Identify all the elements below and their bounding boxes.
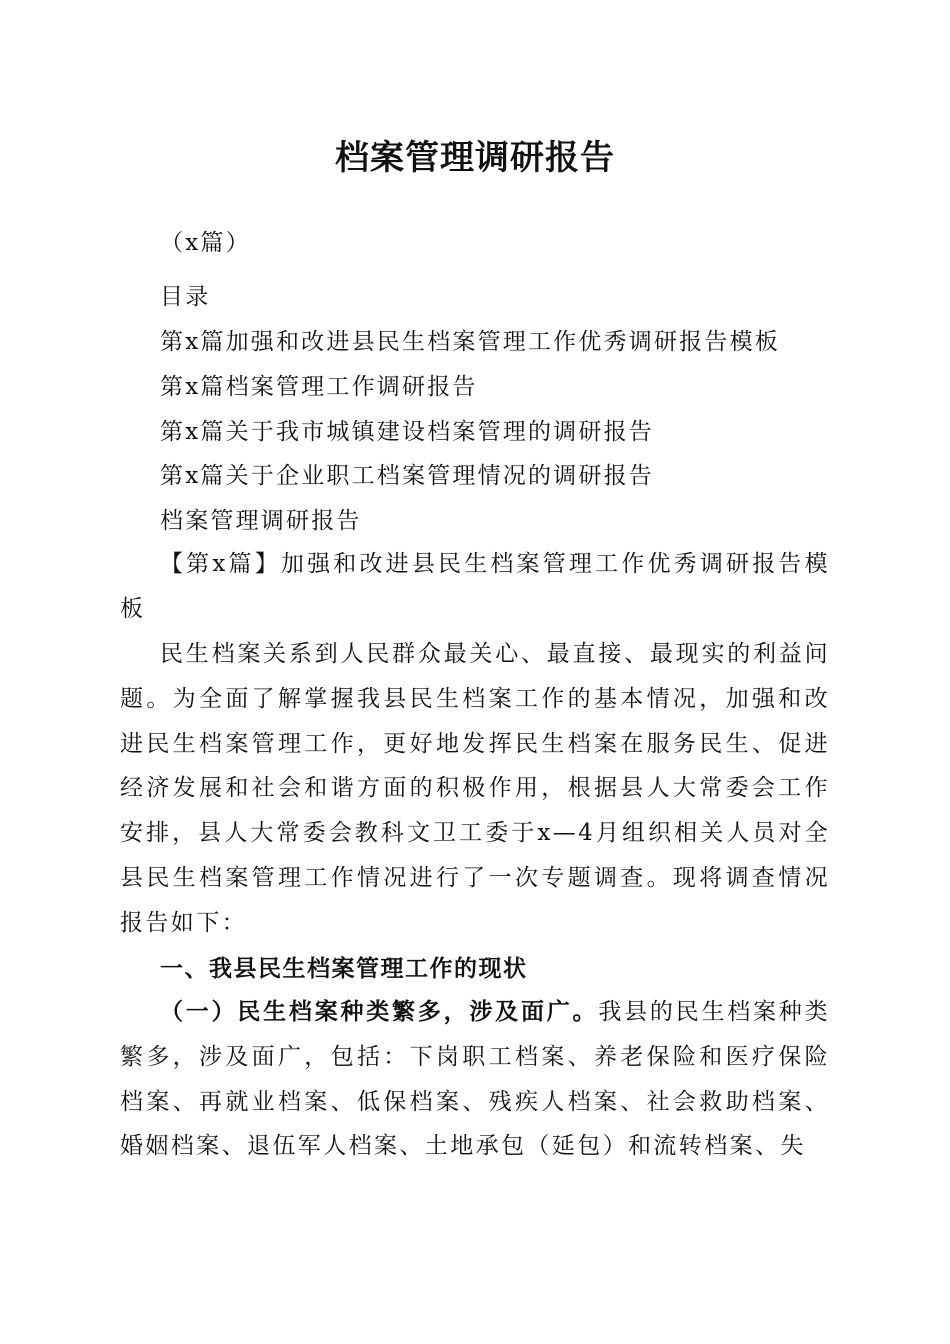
toc-item-3: 第x篇关于我市城镇建设档案管理的调研报告 (160, 419, 654, 445)
document-title: 档案管理调研报告 (335, 138, 615, 178)
intro-paragraph: 民生档案关系到人民群众最关心、最直接、最现实的利益问题。为全面了解掌握我县民生档案工作的基本情况，加强和改进民生档案管理工作，更好地发挥民生档案在服务民生、促进经济发展和社会和谐方面的积极作用，根据县人大常委会工作安排，县人大常委会教科文卫工委于x—4月组织相关人员对全县民生档案管理工作情况进行了一次专题调查。现将调查情况报告如下： (120, 641, 830, 936)
toc-item-5: 档案管理调研报告 (160, 508, 362, 534)
article-heading: 【第x篇】加强和改进县民生档案管理工作优秀调研报告模板 (120, 551, 830, 622)
toc-item-2: 第x篇档案管理工作调研报告 (160, 374, 478, 400)
section-heading: 一、我县民生档案管理工作的现状 (160, 956, 528, 982)
toc-item-4: 第x篇关于企业职工档案管理情况的调研报告 (160, 463, 654, 489)
section-paragraph-lead: （一）民生档案种类繁多，涉及面广。 (160, 998, 599, 1025)
toc-heading: 目录 (160, 284, 211, 310)
section-paragraph-body: 我县的民生档案种类繁多，涉及面广，包括：下岗职工档案、养老保险和医疗保险档案、再就业档案、低保档案、残疾人档案、社会救助档案、婚姻档案、退伍军人档案、土地承包（延包）和流转档案、失 (120, 999, 830, 1160)
section-paragraph (120, 990, 830, 1169)
document-subtitle: （x篇） (160, 230, 251, 256)
toc-item-1: 第x篇加强和改进县民生档案管理工作优秀调研报告模板 (160, 329, 780, 355)
